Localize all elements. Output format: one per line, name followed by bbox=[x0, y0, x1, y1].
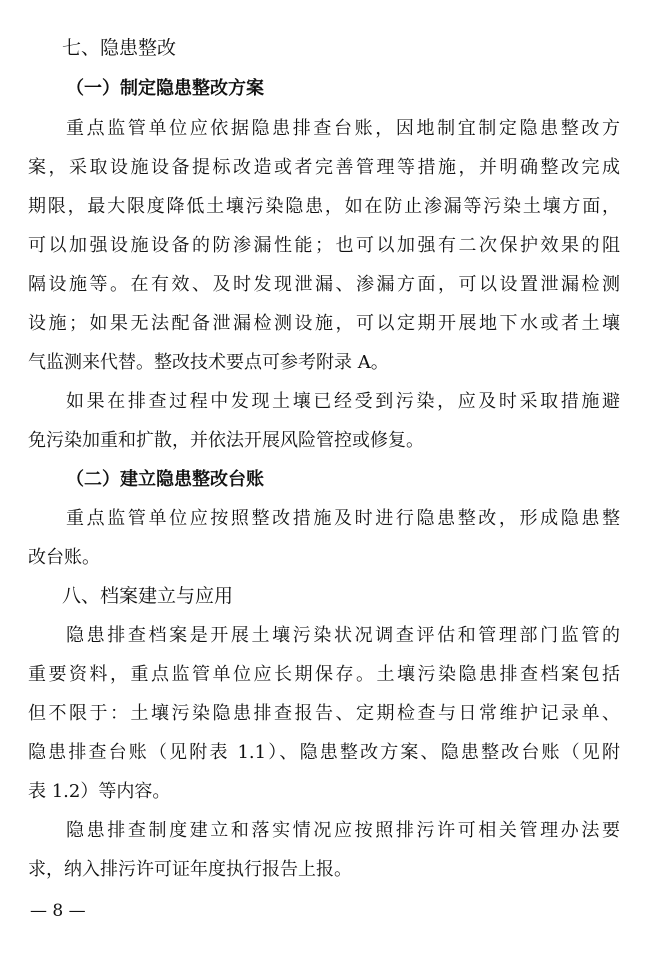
paragraph-line: 隔设施等。在有效、及时发现泄漏、渗漏方面，可以设置泄漏检测 bbox=[28, 274, 620, 295]
paragraph-line: 设施；如果无法配备泄漏检测设施，可以定期开展地下水或者土壤 bbox=[28, 313, 620, 334]
paragraph-line: 求，纳入排污许可证年度执行报告上报。 bbox=[28, 859, 352, 880]
paragraph-line: 隐患排查台账（见附表 1.1）、隐患整改方案、隐患整改台账（见附 bbox=[28, 742, 620, 763]
paragraph-line: 隐患排查档案是开展土壤污染状况调查评估和管理部门监管的 bbox=[66, 625, 620, 646]
paragraph-line: 可以加强设施设备的防渗漏性能；也可以加强有二次保护效果的阻 bbox=[28, 235, 620, 256]
subsection-heading-1: （一）制定隐患整改方案 bbox=[66, 78, 264, 99]
section-heading-8: 八、档案建立与应用 bbox=[62, 585, 234, 607]
paragraph-line: 改台账。 bbox=[28, 547, 100, 568]
paragraph-line: 气监测来代替。整改技术要点可参考附录 A。 bbox=[28, 352, 389, 373]
paragraph-line: 如果在排查过程中发现土壤已经受到污染，应及时采取措施避 bbox=[66, 391, 620, 412]
paragraph-line: 重点监管单位应依据隐患排查台账，因地制宜制定隐患整改方 bbox=[66, 118, 620, 139]
section-heading-7: 七、隐患整改 bbox=[62, 37, 177, 59]
paragraph-line: 重要资料，重点监管单位应长期保存。土壤污染隐患排查档案包括 bbox=[28, 664, 620, 685]
page-number: — 8 — bbox=[30, 901, 86, 921]
paragraph-line: 期限，最大限度降低土壤污染隐患，如在防止渗漏等污染土壤方面， bbox=[28, 196, 620, 217]
paragraph-line: 隐患排查制度建立和落实情况应按照排污许可相关管理办法要 bbox=[66, 820, 620, 841]
paragraph-line: 表 1.2）等内容。 bbox=[28, 781, 171, 802]
paragraph-line: 案，采取设施设备提标改造或者完善管理等措施，并明确整改完成 bbox=[28, 157, 620, 178]
paragraph-line: 重点监管单位应按照整改措施及时进行隐患整改，形成隐患整 bbox=[66, 508, 620, 529]
paragraph-line: 免污染加重和扩散，并依法开展风险管控或修复。 bbox=[28, 430, 424, 451]
subsection-heading-2: （二）建立隐患整改台账 bbox=[66, 469, 264, 490]
paragraph-line: 但不限于：土壤污染隐患排查报告、定期检查与日常维护记录单、 bbox=[28, 703, 620, 724]
